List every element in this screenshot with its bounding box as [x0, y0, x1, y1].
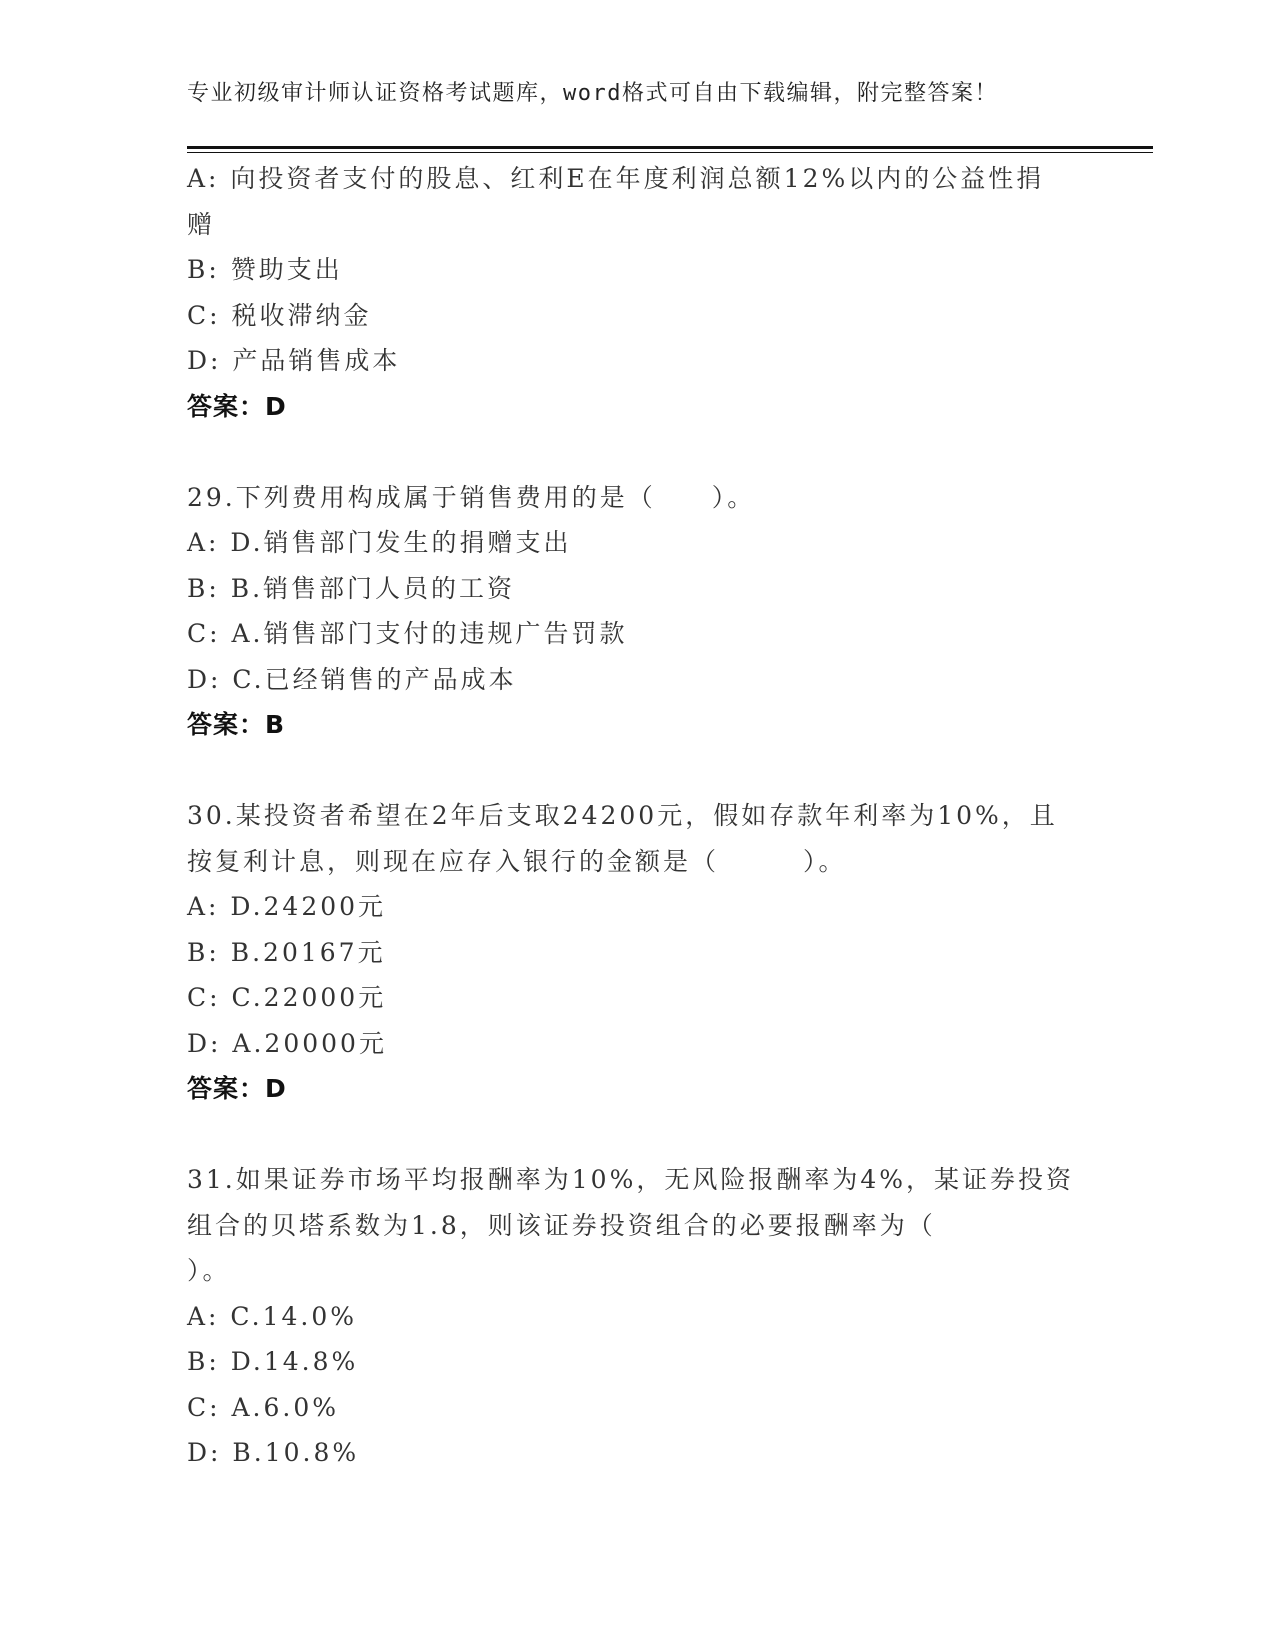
- question-stem-continued: 组合的贝塔系数为1.8，则该证券投资组合的必要报酬率为（: [187, 1210, 936, 1240]
- question-stem-continued: 按复利计息，则现在应存入银行的金额是（ ）。: [187, 846, 847, 876]
- question-28: [187, 156, 1067, 429]
- question-stem: 31.如果证券市场平均报酬率为10%，无风险报酬率为4%，某证券投资: [187, 1165, 1074, 1194]
- option-b: B: B.20167元: [187, 937, 386, 967]
- question-29: [187, 475, 1067, 748]
- option-a: A: 向投资者支付的股息、红利E在年度利润总额12%以内的公益性捐: [187, 164, 1045, 193]
- option-b: B: D.14.8%: [187, 1347, 359, 1376]
- question-stem: 29.下列费用构成属于销售费用的是（ ）。: [187, 482, 756, 512]
- option-b: B: 赞助支出: [187, 255, 343, 284]
- option-d: D: 产品销售成本: [187, 346, 401, 375]
- header-rule-thick: [187, 146, 1153, 149]
- option-a: A: D.销售部门发生的捐赠支出: [187, 528, 572, 557]
- option-d: D: A.20000元: [187, 1028, 387, 1058]
- question-content: [187, 156, 1074, 1476]
- header-rule-thin: [187, 152, 1153, 153]
- question-stem-end: ）。: [187, 1256, 231, 1285]
- option-d: D: C.已经销售的产品成本: [187, 664, 517, 694]
- option-a: A: C.14.0%: [187, 1301, 358, 1331]
- option-b: B: B.销售部门人员的工资: [187, 573, 516, 603]
- spacer: [187, 748, 1067, 794]
- spacer: [187, 429, 1067, 475]
- option-c: C: 税收滞纳金: [187, 300, 372, 330]
- spacer: [187, 1112, 1067, 1158]
- option-d: D: B.10.8%: [187, 1438, 360, 1467]
- question-31: [187, 1157, 1074, 1476]
- page-header: 专业初级审计师认证资格考试题库，word格式可自由下载编辑，附完整答案！: [187, 81, 998, 106]
- option-c: C: C.22000元: [187, 983, 387, 1012]
- option-a: A: D.24200元: [187, 892, 387, 921]
- answer: 答案：D: [187, 1074, 287, 1103]
- answer: 答案：B: [187, 710, 286, 739]
- option-c: C: A.销售部门支付的违规广告罚款: [187, 619, 628, 648]
- question-30: [187, 793, 1067, 1112]
- question-stem: 30.某投资者希望在2年后支取24200元，假如存款年利率为10%，且: [187, 801, 1058, 830]
- option-a-continued: 赠: [187, 209, 216, 239]
- answer: 答案：D: [187, 391, 287, 421]
- option-c: C: A.6.0%: [187, 1392, 340, 1422]
